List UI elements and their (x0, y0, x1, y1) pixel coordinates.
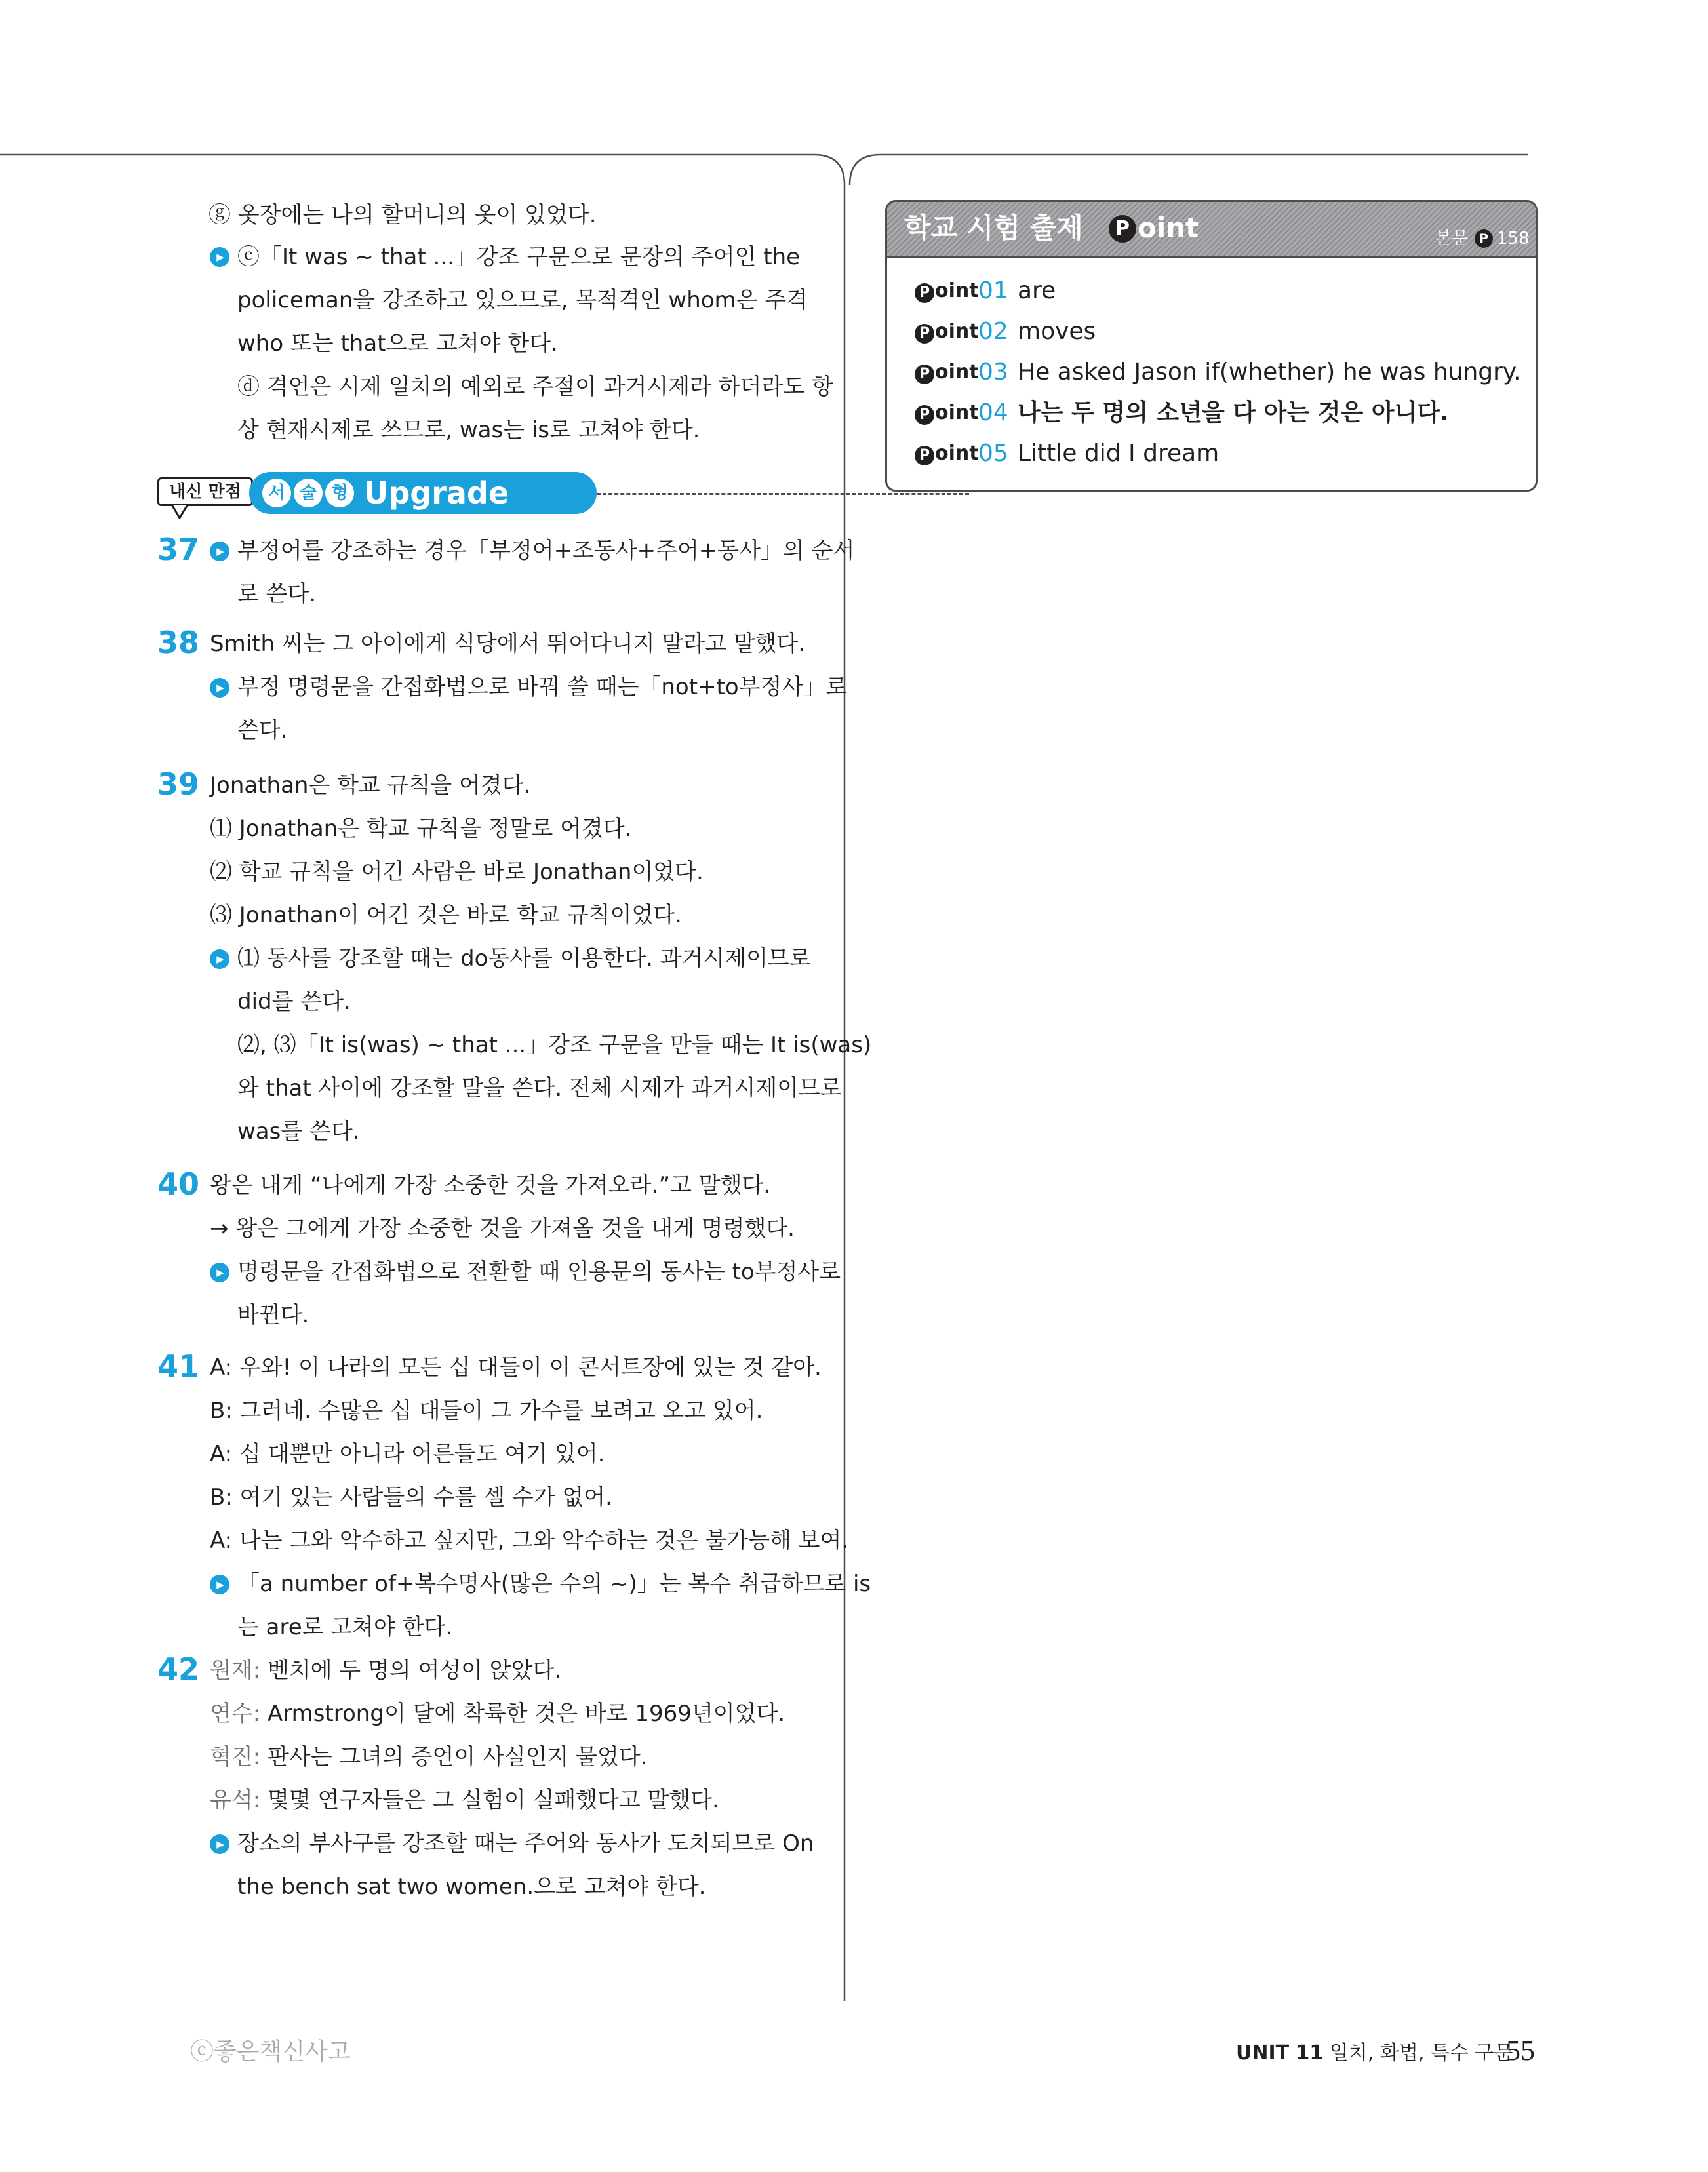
dashed-rule (597, 493, 969, 495)
explanation-line: ⓓ 격언은 시제 일치의 예외로 주절이 과거시제라 하더라도 항 (237, 374, 833, 400)
point-number: 03 (978, 359, 1008, 385)
question-number: 39 (157, 766, 200, 802)
arrow-icon (210, 949, 229, 969)
student-text: 몇몇 연구자들은 그 실험이 실패했다고 말했다. (267, 1787, 719, 1813)
answer-line: ⑶ Jonathan이 어긴 것은 바로 학교 규칙이었다. (210, 902, 682, 928)
point-tag-text: oint (935, 279, 979, 302)
student-name: 혁진: (210, 1744, 261, 1770)
tag-pointer (170, 505, 190, 519)
explanation-line: 바뀐다. (237, 1302, 309, 1328)
explanation-line: 부정어를 강조하는 경우「부정어+조동사+주어+동사」의 순서 (237, 538, 855, 564)
question-number: 37 (157, 532, 200, 567)
student-name: 유석: (210, 1787, 261, 1813)
point-number: 04 (978, 399, 1008, 426)
explanation-line: was를 쓴다. (237, 1118, 360, 1145)
answer-line: ⓖ 옷장에는 나의 할머니의 옷이 있었다. (209, 202, 597, 228)
student-text: 벤치에 두 명의 여성이 앉았다. (267, 1657, 562, 1684)
explanation-line: policeman을 강조하고 있으므로, 목적격인 whom은 주격 (237, 287, 808, 313)
point-tag (915, 400, 979, 426)
point-answer: 나는 두 명의 소년을 다 아는 것은 아니다. (1018, 399, 1449, 426)
point-box-title: 학교 시험 출제 (904, 212, 1083, 244)
explanation-line: ⑴ 동사를 강조할 때는 do동사를 이용한다. 과거시제이므로 (237, 945, 811, 972)
dialogue-line: B: 여기 있는 사람들의 수를 셀 수가 없어. (210, 1484, 612, 1511)
explanation-line: did를 쓴다. (237, 989, 351, 1015)
hyeong-circle: 형 (325, 479, 354, 507)
naesin-tag-text: 내신 만점 (169, 482, 241, 502)
point-box-header (887, 202, 1538, 258)
student-text: 판사는 그녀의 증언이 사실인지 물었다. (267, 1744, 648, 1770)
answer-line: ⑴ Jonathan은 학교 규칙을 정말로 어겼다. (210, 816, 632, 842)
point-number: 02 (978, 318, 1008, 345)
point-p-icon: P (915, 283, 934, 303)
explanation-line: 장소의 부사구를 강조할 때는 주어와 동사가 도치되므로 On (237, 1830, 814, 1857)
dialogue-line: B: 그러네. 수많은 십 대들이 그 가수를 보려고 오고 있어. (210, 1398, 763, 1424)
answer-line: Jonathan은 학교 규칙을 어겼다. (210, 772, 531, 799)
explanation-line: 는 are로 고쳐야 한다. (237, 1614, 453, 1640)
explanation-line: 상 현재시제로 쓰므로, was는 is로 고쳐야 한다. (237, 417, 700, 443)
unit-title: 일치, 화법, 특수 구문 (1329, 2042, 1513, 2064)
point-tag (915, 359, 979, 385)
explanation-line: 부정 명령문을 간접화법으로 바꿔 쓸 때는「not+to부정사」로 (237, 674, 848, 700)
explanation-line: 쓴다. (237, 717, 288, 743)
dialogue-line: A: 우와! 이 나라의 모든 십 대들이 이 콘서트장에 있는 것 같아. (210, 1354, 822, 1381)
unit-label: UNIT 11 (1236, 2042, 1324, 2064)
point-box-title-word: oint (1138, 212, 1199, 244)
arrow-icon (210, 1263, 229, 1282)
dialogue-line: A: 십 대뿐만 아니라 어른들도 여기 있어. (210, 1441, 605, 1467)
point-p-icon: P (915, 446, 934, 465)
answer-line: Smith 씨는 그 아이에게 식당에서 뛰어다니지 말라고 말했다. (210, 631, 806, 657)
point-p-icon: P (1109, 215, 1136, 243)
student-name: 연수: (210, 1701, 261, 1727)
ref-page-icon: P (1475, 229, 1493, 248)
point-number: 01 (978, 277, 1008, 304)
explanation-line: 와 that 사이에 강조할 말을 쓴다. 전체 시제가 과거시제이므로 (237, 1075, 842, 1101)
point-p-icon: P (915, 324, 934, 344)
point-tag-text: oint (935, 401, 979, 424)
student-text: Armstrong이 달에 착륙한 것은 바로 1969년이었다. (267, 1701, 785, 1727)
explanation-line: ⓒ「It was ~ that ...」강조 구문으로 문장의 주어인 the (237, 244, 801, 270)
explanation-line: ⑵, ⑶「It is(was) ~ that ...」강조 구문을 만들 때는 It is(was) (237, 1032, 872, 1058)
student-line (210, 1699, 785, 1728)
explanation-line: 로 쓴다. (237, 581, 317, 607)
sul-circle: 술 (294, 479, 323, 507)
point-tag-text: oint (935, 320, 979, 343)
arrow-icon (210, 1575, 229, 1594)
student-line (210, 1743, 648, 1771)
question-number: 42 (157, 1651, 200, 1687)
arrow-icon (210, 678, 229, 698)
explanation-line: 「a number of+복수명사(많은 수의 ~)」는 복수 취급하므로 is (237, 1571, 871, 1597)
point-answer: moves (1018, 318, 1096, 345)
point-p-icon: P (915, 365, 934, 384)
question-number: 41 (157, 1349, 200, 1384)
point-number: 05 (978, 440, 1008, 467)
answer-line: 왕은 내게 “나에게 가장 소중한 것을 가져오라.”고 말했다. (210, 1172, 771, 1198)
point-tag-text: oint (935, 442, 979, 465)
answer-line: → 왕은 그에게 가장 소중한 것을 가져올 것을 내게 명령했다. (210, 1215, 795, 1242)
arrow-icon (210, 542, 229, 561)
student-line (210, 1786, 719, 1815)
point-answer: He asked Jason if(whether) he was hungry. (1018, 359, 1521, 385)
dialogue-line: A: 나는 그와 악수하고 싶지만, 그와 악수하는 것은 불가능해 보여. (210, 1528, 849, 1554)
seo-circle: 서 (262, 479, 291, 507)
question-number: 38 (157, 625, 200, 660)
naesin-tag (157, 477, 253, 506)
page-number: 55 (1506, 2034, 1535, 2066)
student-name: 원재: (210, 1657, 261, 1684)
upgrade-word: Upgrade (364, 475, 509, 511)
explanation-line: the bench sat two women.으로 고쳐야 한다. (237, 1874, 706, 1900)
point-tag-text: oint (935, 361, 979, 384)
answer-line: ⑵ 학교 규칙을 어긴 사람은 바로 Jonathan이었다. (210, 859, 704, 885)
point-tag (915, 278, 979, 304)
student-line (210, 1656, 561, 1685)
ref-page: 158 (1497, 229, 1530, 248)
copyright: ⓒ좋은책신사고 (190, 2038, 351, 2065)
explanation-line: who 또는 that으로 고쳐야 한다. (237, 330, 558, 357)
point-answer: are (1018, 277, 1056, 304)
arrow-icon (210, 247, 229, 267)
footer-unit (1236, 2040, 1513, 2066)
upgrade-banner (157, 472, 813, 518)
point-tag (915, 441, 979, 467)
point-answer: Little did I dream (1018, 440, 1220, 467)
question-number: 40 (157, 1166, 200, 1202)
ref-label: 본문 (1435, 229, 1469, 248)
point-p-icon: P (915, 405, 934, 425)
point-tag (915, 319, 979, 345)
arrow-icon (210, 1834, 229, 1854)
explanation-line: 명령문을 간접화법으로 전환할 때 인용문의 동사는 to부정사로 (237, 1259, 841, 1285)
